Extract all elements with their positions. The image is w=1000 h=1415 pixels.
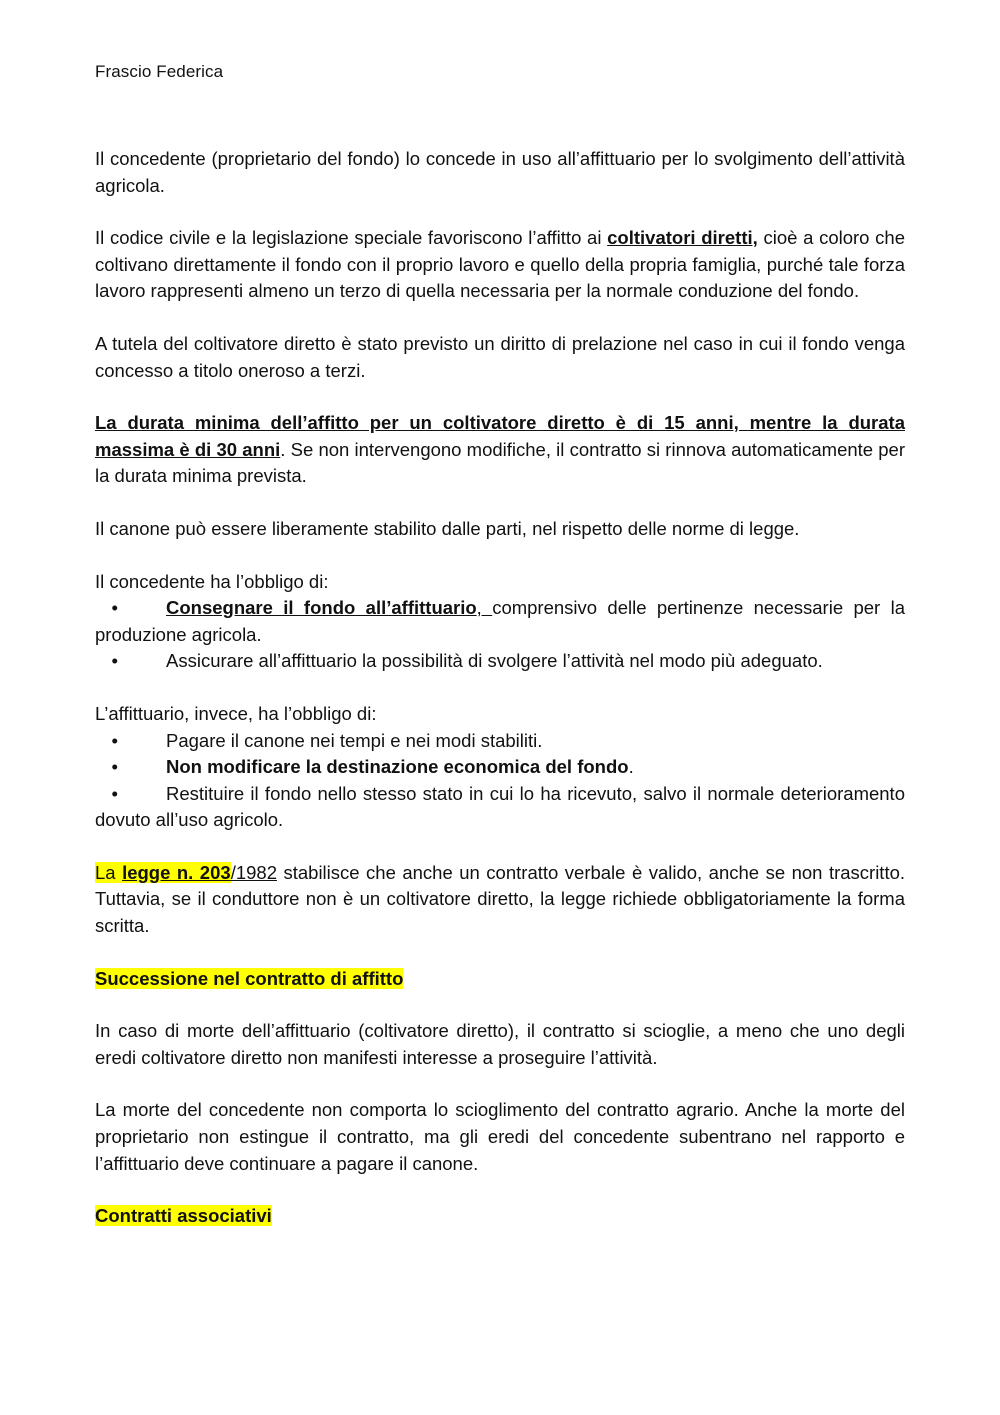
author-name: Frascio Federica (95, 62, 224, 81)
list-intro-concedente: Il concedente ha l’obbligo di: (95, 570, 329, 592)
bullet-icon: • (111, 782, 118, 804)
text-run: Il codice civile e la legislazione speciale favoriscono l’affitto ai (95, 227, 608, 249)
text-run: . (628, 756, 634, 778)
text-run: comprensivo delle pertinenze necessarie per la produzione agricola. (95, 597, 905, 645)
bullet-icon: • (111, 597, 118, 619)
paragraph-coltivatori (95, 225, 905, 305)
list-item (95, 648, 905, 675)
text-run: stabilisce che anche un contratto verbale è valido, anche se non trascritto. Tuttavia, se il conduttore non è un coltivatore diretto, la legge richiede obbligatoriamente la forma scritta. (95, 861, 906, 937)
paragraph-concedente: Il concedente (proprietario del fondo) lo concede in uso all’affittuario per lo svolgimento dell’attività agricola. (95, 148, 905, 196)
emphasis-durata: La durata minima dell’affitto per un coltivatore diretto è di 15 anni, mentre la durata massima è di 30 anni (95, 412, 905, 460)
heading-text: Contratti associativi (95, 1205, 272, 1227)
text-run: Restituire il fondo nello stesso stato in cui lo ha ricevuto, salvo il normale deterioramento dovuto all’uso agricolo. (95, 782, 905, 831)
text-run: cioè a coloro che coltivano direttamente il fondo con il proprio lavoro e quello della propria famiglia, purché tale forza lavoro rappresenti almeno un terzo di quella necessaria per la normale conduzione del fondo. (95, 227, 905, 302)
heading-text: Successione nel contratto di affitto (95, 967, 404, 989)
document-body (95, 146, 905, 1256)
paragraph-legge (95, 860, 905, 940)
list-item (95, 728, 905, 755)
paragraph-morte-affittuario: In caso di morte dell’affittuario (coltivatore diretto), il contratto si scioglie, a meno che uno degli eredi coltivatore diretto non manifesti interesse a proseguire l’attività. (95, 1020, 905, 1068)
list-item (95, 754, 905, 781)
text-run: Pagare il canone nei tempi e nei modi stabiliti. (166, 729, 543, 751)
emphasis-consegnare: Consegnare il fondo all’affittuario (166, 597, 477, 619)
highlight-la: La (95, 861, 116, 883)
list-intro-affittuario: L’affittuario, invece, ha l’obbligo di: (95, 702, 377, 724)
text-run: . Se non intervengono modifiche, il contratto si rinnova automaticamente per la durata minima prevista. (95, 438, 906, 487)
text-run: , (476, 597, 493, 619)
bullet-icon: • (111, 650, 118, 672)
list-item (95, 781, 905, 834)
term-coltivatori-diretti: coltivatori diretti, (607, 227, 758, 249)
paragraph-prelazione: A tutela del coltivatore diretto è stato previsto un diritto di prelazione nel caso in cui il fondo venga concesso a titolo oneroso a terzi. (95, 332, 905, 381)
paragraph-canone: Il canone può essere liberamente stabilito dalle parti, nel rispetto delle norme di legge. (95, 517, 800, 539)
law-year: /1982 (230, 861, 277, 883)
list-item (95, 595, 905, 648)
paragraph-morte-concedente: La morte del concedente non comporta lo scioglimento del contratto agrario. Anche la morte del proprietario non estingue il contratto, ma gli eredi del concedente subentrano nel rapporto e l’affittuario deve continuare a pagare il canone. (95, 1099, 905, 1174)
law-reference: legge n. 203 (122, 861, 231, 883)
bullet-icon: • (111, 756, 118, 778)
section-heading-successione (95, 966, 905, 993)
emphasis-destinazione: Non modificare la destinazione economica del fondo (166, 756, 629, 778)
section-heading-contratti-associativi (95, 1203, 905, 1230)
paragraph-durata (95, 410, 905, 490)
text-run: Assicurare all’affittuario la possibilità di svolgere l’attività nel modo più adeguato. (166, 650, 823, 672)
bullet-icon: • (111, 729, 118, 751)
